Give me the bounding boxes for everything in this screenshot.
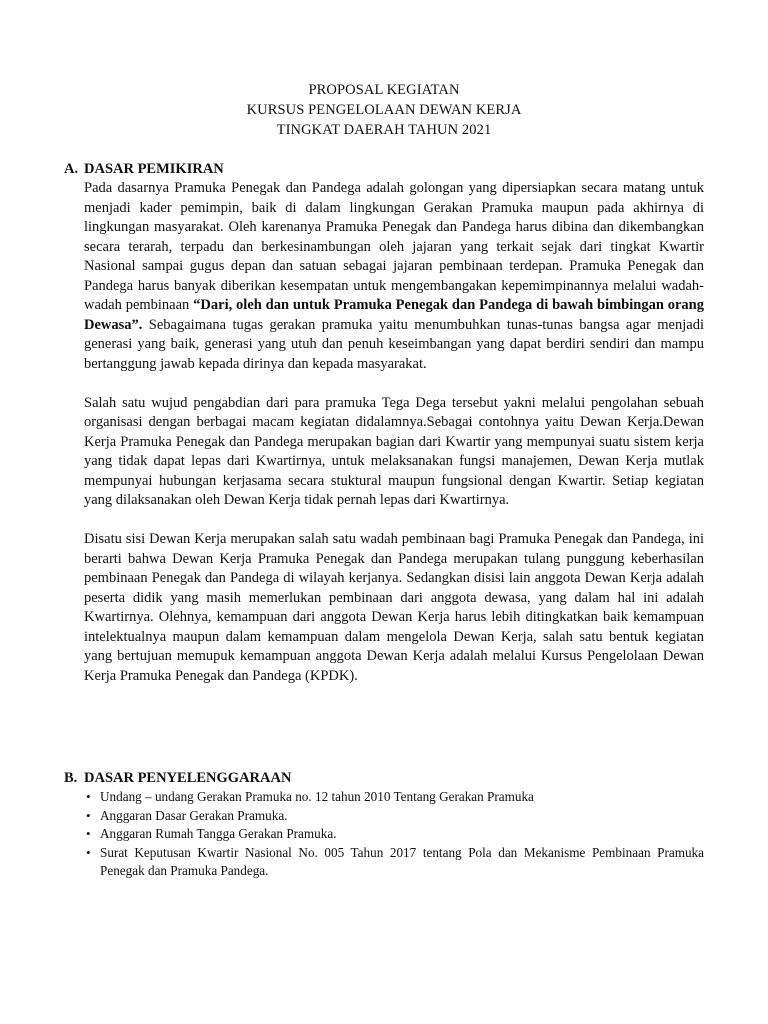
paragraph-1-bold-quote: “Dari, oleh dan untuk Pramuka Penegak dan Pandega di bawah bimbingan orang Dewasa”.	[84, 297, 704, 333]
bullet-icon: •	[86, 826, 91, 841]
bullet-icon: •	[86, 844, 91, 860]
list-item	[64, 825, 704, 844]
legal-basis-list	[64, 788, 704, 881]
section-a-heading	[64, 160, 704, 179]
list-item-text: Anggaran Rumah Tangga Gerakan Pramuka.	[100, 826, 337, 841]
paragraph-1-text-start: Pada dasarnya Pramuka Penegak dan Pandega adalah golongan yang dipersiapkan secara matang untuk menjadi kader pemimpin, baik di dalam lingkungan Gerakan Pramuka maupun pada akhirnya di lingkungan masyarakat. Oleh karenanya Pramuka Penegak dan Pandega harus dibina dan dikembangkan secara terarah, terpadu dan berkesinambungan oleh jajaran yang terkait sejak dari tingkat Kwartir Nasional sampai gugus depan dan satuan sebagai jajaran pembinaan terdepan. Pramuka Penegak dan Pandega harus banyak diberikan kesempatan untuk mengembangakan kepemimpinannya melalui wadah-wadah pembinaan	[84, 180, 704, 313]
section-b-title: DASAR PENYELENGGARAAN	[84, 770, 292, 786]
section-dasar-pemikiran	[64, 160, 704, 706]
list-item-text: Anggaran Dasar Gerakan Pramuka.	[100, 807, 288, 823]
list-item-text: Surat Keputusan Kwartir Nasional No. 005 Tahun 2017 tentang Pola dan Mekanisme Pembinaan Pramuka Penegak dan Pramuka Pandega.	[100, 844, 704, 878]
list-item	[64, 788, 704, 807]
paragraph-1-text-end: Sebagaimana tugas gerakan pramuka yaitu menumbuhkan tunas-tunas bangsa agar menjadi generasi yang baik, generasi yang utuh dan penuh keseimbangan yang dapat berdiri sendiri dan mampu bertanggung jawab kepada dirinya dan kepada masyarakat.	[84, 316, 704, 372]
paragraph-3: Disatu sisi Dewan Kerja merupakan salah satu wadah pembinaan bagi Pramuka Penegak dan Pandega, ini berarti bahwa Dewan Kerja Pramuka Penegak dan Pandega merupakan tulang punggung keberhasilan pembinaan Penegak dan Pandega di wilayah kerjanya. Sedangkan disisi lain anggota Dewan Kerja adalah peserta didik yang masih memerlukan pembinaan dari anggota dewasa, yang dalam hal ini adalah Kwartirnya. Olehnya, kemampuan dari anggota Dewan Kerja harus lebih ditingkatkan baik kemampuan intelektualnya maupun dalam kemampuan dalam mengelola Dewan Kerja, salah satu bentuk kegiatan yang bertujuan memupuk kemampuan anggota Dewan Kerja adalah melalui Kursus Pengelolaan Dewan Kerja Pramuka Penegak dan Pandega (KPDK).	[84, 531, 704, 684]
paragraph-2: Salah satu wujud pengabdian dari para pramuka Tega Dega tersebut yakni melalui pengolahan sebuah organisasi dengan berbagai macam kegiatan didalamnya.Sebagai contohnya yaitu Dewan Kerja.Dewan Kerja Pramuka Penegak dan Pandega merupakan bagian dari Kwartir yang mempunyai suatu sistem kerja yang tidak dapat lepas dari Kwartirnya, untuk melaksanakan fungsi manajemen, Dewan Kerja mutlak mempunyai hubungan kerjasama secara stuktural maupun fungsional dengan Kwartir. Setiap kegiatan yang dilaksanakan oleh Dewan Kerja tidak pernah lepas dari Kwartirnya.	[84, 394, 704, 508]
paragraph-1	[84, 179, 704, 374]
section-a-letter: A.	[64, 161, 79, 177]
title-line-1: PROPOSAL KEGIATAN	[308, 82, 460, 98]
bullet-icon: •	[86, 807, 91, 823]
section-b-heading	[64, 769, 704, 788]
section-b-letter: B.	[64, 770, 78, 786]
section-dasar-penyelenggaraan	[64, 769, 704, 881]
title-line-3: TINGKAT DAERAH TAHUN 2021	[276, 122, 492, 138]
section-a-title: DASAR PEMIKIRAN	[84, 161, 224, 177]
list-item	[64, 844, 704, 881]
document-title	[0, 80, 768, 140]
list-item	[64, 807, 704, 826]
list-item-text: Undang – undang Gerakan Pramuka no. 12 tahun 2010 Tentang Gerakan Pramuka	[100, 789, 534, 804]
title-line-2: KURSUS PENGELOLAAN DEWAN KERJA	[246, 102, 522, 118]
bullet-icon: •	[86, 789, 91, 804]
